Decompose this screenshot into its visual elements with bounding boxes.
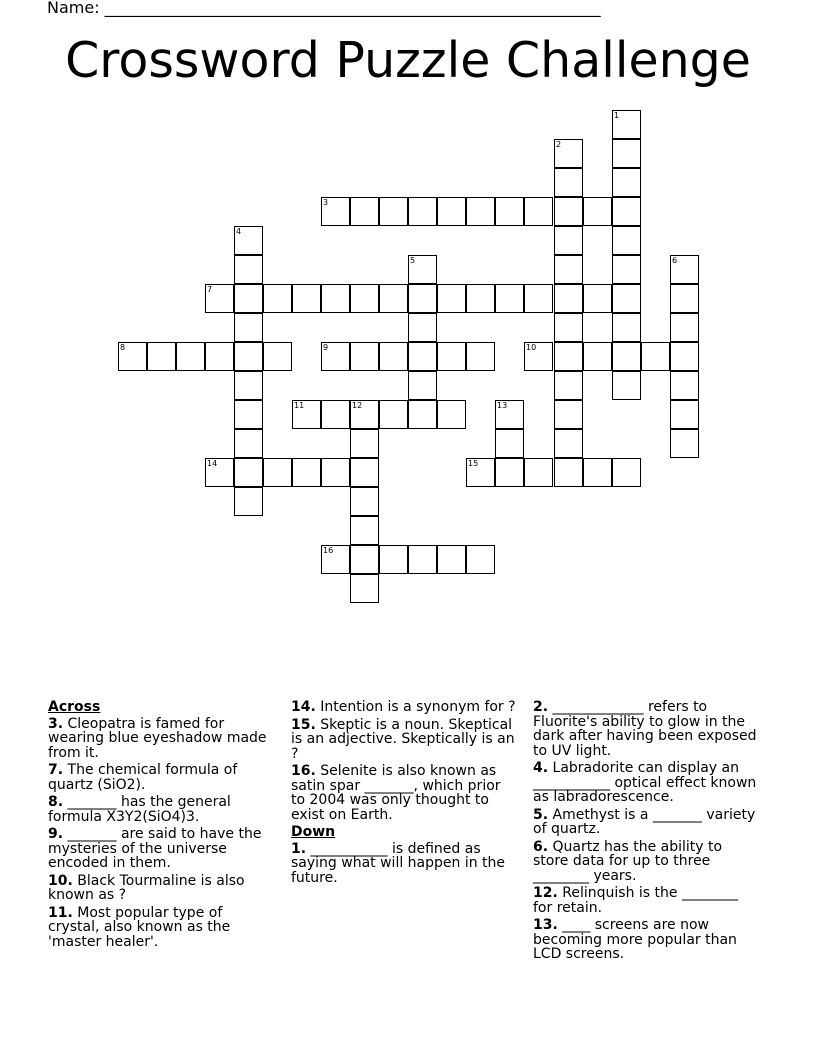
crossword-cell[interactable]: [350, 197, 379, 226]
clue-across-3: 3. Cleopatra is famed for wearing blue eyeshadow made from it.: [48, 715, 267, 761]
crossword-cell[interactable]: [350, 284, 379, 313]
cell-number: 14: [207, 459, 218, 468]
crossword-cell[interactable]: [234, 429, 263, 458]
crossword-cell[interactable]: [495, 429, 524, 458]
crossword-cell[interactable]: [379, 284, 408, 313]
cell-number: 5: [410, 256, 416, 265]
crossword-cell[interactable]: [437, 197, 466, 226]
crossword-cell[interactable]: [234, 284, 263, 313]
crossword-cell[interactable]: [554, 226, 583, 255]
crossword-cell[interactable]: [524, 458, 553, 487]
crossword-cell[interactable]: [234, 371, 263, 400]
crossword-cell[interactable]: [205, 342, 234, 371]
cell-number: 10: [526, 343, 537, 352]
cell-number: 16: [323, 546, 334, 555]
crossword-cell[interactable]: [147, 342, 176, 371]
crossword-cell[interactable]: [583, 342, 612, 371]
crossword-cell[interactable]: [554, 458, 583, 487]
crossword-cell[interactable]: [408, 284, 437, 313]
clues-column-3: [533, 700, 761, 965]
crossword-cell[interactable]: [437, 400, 466, 429]
crossword-cell[interactable]: [554, 197, 583, 226]
crossword-cell[interactable]: [466, 284, 495, 313]
crossword-cell[interactable]: [437, 284, 466, 313]
crossword-cell[interactable]: [379, 342, 408, 371]
down-heading: Down: [291, 824, 336, 840]
clue-across-8: 8. _______ has the general formula X3Y2(SiO4)3.: [48, 794, 231, 825]
crossword-cell[interactable]: [234, 255, 263, 284]
crossword-cell[interactable]: [466, 545, 495, 574]
crossword-cell[interactable]: [524, 284, 553, 313]
crossword-cell[interactable]: [612, 342, 641, 371]
crossword-cell[interactable]: [583, 197, 612, 226]
crossword-cell[interactable]: [408, 313, 437, 342]
crossword-cell[interactable]: [321, 400, 350, 429]
cell-number: 3: [323, 198, 329, 207]
crossword-cell[interactable]: [554, 342, 583, 371]
cell-number: 15: [468, 459, 479, 468]
crossword-cell[interactable]: [670, 313, 699, 342]
crossword-cell[interactable]: [321, 284, 350, 313]
crossword-cell[interactable]: [350, 458, 379, 487]
crossword-cell[interactable]: [263, 458, 292, 487]
crossword-cell[interactable]: [321, 197, 350, 226]
crossword-cell[interactable]: [292, 458, 321, 487]
crossword-cell[interactable]: [350, 516, 379, 545]
crossword-cell[interactable]: [641, 342, 670, 371]
cell-number: 7: [207, 285, 213, 294]
crossword-cell[interactable]: [612, 110, 641, 139]
cell-number: 1: [614, 111, 620, 120]
clue-down-5: 5. Amethyst is a _______ variety of quartz.: [533, 806, 756, 837]
crossword-cell[interactable]: [554, 168, 583, 197]
crossword-cell[interactable]: [379, 545, 408, 574]
crossword-cell[interactable]: [118, 342, 147, 371]
crossword-cell[interactable]: [263, 284, 292, 313]
crossword-cell[interactable]: [524, 197, 553, 226]
clue-across-14: 14. Intention is a synonym for ?: [291, 699, 516, 715]
crossword-cell[interactable]: [350, 400, 379, 429]
crossword-cell[interactable]: [612, 197, 641, 226]
clue-down-12: 12. Relinquish is the ________ for retain.: [533, 885, 738, 916]
crossword-cell[interactable]: [321, 545, 350, 574]
crossword-cell[interactable]: [205, 284, 234, 313]
crossword-cell[interactable]: [234, 342, 263, 371]
crossword-cell[interactable]: [670, 284, 699, 313]
crossword-cell[interactable]: [408, 197, 437, 226]
clue-down-1: 1. ___________ is defined as saying what will happen in the future.: [291, 840, 506, 886]
crossword-cell[interactable]: [292, 400, 321, 429]
crossword-cell[interactable]: [554, 429, 583, 458]
crossword-cell[interactable]: [292, 284, 321, 313]
crossword-cell[interactable]: [670, 400, 699, 429]
crossword-cell[interactable]: [234, 226, 263, 255]
crossword-cell[interactable]: [612, 371, 641, 400]
crossword-cell[interactable]: [350, 429, 379, 458]
crossword-cell[interactable]: [350, 545, 379, 574]
crossword-cell[interactable]: [612, 226, 641, 255]
crossword-cell[interactable]: [379, 400, 408, 429]
clue-down-2: 2. _____________ refers to Fluorite's ability to glow in the dark after having been exposed to UV light.: [533, 699, 757, 759]
clue-across-11: 11. Most popular type of crystal, also known as the 'master healer'.: [48, 904, 231, 950]
crossword-cell[interactable]: [554, 313, 583, 342]
cell-number: 9: [323, 343, 329, 352]
cell-number: 6: [672, 256, 678, 265]
cell-number: 11: [294, 401, 305, 410]
crossword-cell[interactable]: [263, 342, 292, 371]
clues-column-1: [48, 700, 276, 952]
crossword-cell[interactable]: [408, 255, 437, 284]
across-heading: Across: [48, 699, 101, 715]
crossword-cell[interactable]: [554, 284, 583, 313]
crossword-cell[interactable]: [234, 487, 263, 516]
clue-across-15: 15. Skeptic is a noun. Skeptical is an adjective. Skeptically is an ?: [291, 716, 515, 762]
clues-column-2: [291, 700, 519, 888]
crossword-cell[interactable]: [495, 197, 524, 226]
cell-number: 13: [497, 401, 508, 410]
name-field-line[interactable]: Name: ______________________________________________________________: [47, 0, 601, 17]
crossword-cell[interactable]: [205, 458, 234, 487]
clue-down-13: 13. ____ screens are now becoming more popular than LCD screens.: [533, 917, 737, 962]
crossword-cell[interactable]: [234, 313, 263, 342]
crossword-cell[interactable]: [495, 400, 524, 429]
crossword-cell[interactable]: [670, 371, 699, 400]
crossword-cell[interactable]: [612, 168, 641, 197]
crossword-cell[interactable]: [234, 400, 263, 429]
cell-number: 2: [556, 140, 562, 149]
crossword-cell[interactable]: [466, 197, 495, 226]
crossword-cell[interactable]: [495, 284, 524, 313]
crossword-cell[interactable]: [670, 342, 699, 371]
crossword-cell[interactable]: [524, 342, 553, 371]
crossword-cell[interactable]: [612, 255, 641, 284]
crossword-cell[interactable]: [554, 139, 583, 168]
crossword-cell[interactable]: [408, 342, 437, 371]
crossword-cell[interactable]: [408, 371, 437, 400]
crossword-cell[interactable]: [321, 342, 350, 371]
crossword-cell[interactable]: [583, 284, 612, 313]
crossword-cell[interactable]: [466, 342, 495, 371]
crossword-cell[interactable]: [612, 139, 641, 168]
crossword-cell[interactable]: [554, 400, 583, 429]
clue-down-6: 6. Quartz has the ability to store data for up to three ________ years.: [533, 838, 723, 884]
crossword-cell[interactable]: [437, 342, 466, 371]
cell-number: 4: [236, 227, 242, 236]
crossword-cell[interactable]: [379, 197, 408, 226]
crossword-cell[interactable]: [612, 284, 641, 313]
clue-across-9: 9. _______ are said to have the mysteries of the universe encoded in them.: [48, 826, 262, 871]
crossword-cell[interactable]: [408, 400, 437, 429]
clue-across-10: 10. Black Tourmaline is also known as ?: [48, 872, 245, 903]
crossword-cell[interactable]: [408, 545, 437, 574]
crossword-cell[interactable]: [612, 458, 641, 487]
cell-number: 12: [352, 401, 363, 410]
crossword-cell[interactable]: [554, 371, 583, 400]
crossword-cell[interactable]: [176, 342, 205, 371]
crossword-cell[interactable]: [350, 487, 379, 516]
crossword-cell[interactable]: [583, 458, 612, 487]
crossword-cell[interactable]: [670, 255, 699, 284]
crossword-cell[interactable]: [466, 458, 495, 487]
cell-number: 8: [120, 343, 126, 352]
crossword-cell[interactable]: [612, 313, 641, 342]
crossword-cell[interactable]: [670, 429, 699, 458]
crossword-cell[interactable]: [554, 255, 583, 284]
crossword-cell[interactable]: [321, 458, 350, 487]
page-title: Crossword Puzzle Challenge: [65, 32, 751, 89]
crossword-cell[interactable]: [495, 458, 524, 487]
crossword-cell[interactable]: [437, 545, 466, 574]
crossword-cell[interactable]: [234, 458, 263, 487]
crossword-cell[interactable]: [350, 574, 379, 603]
clue-down-4: 4. Labradorite can display an ___________ optical effect known as labradorescence.: [533, 760, 757, 805]
clue-across-7: 7. The chemical formula of quartz (SiO2).: [48, 762, 238, 793]
crossword-cell[interactable]: [350, 342, 379, 371]
clue-across-16: 16. Selenite is also known as satin spar _______, which prior to 2004 was only thought to exist on Earth.: [291, 763, 501, 823]
